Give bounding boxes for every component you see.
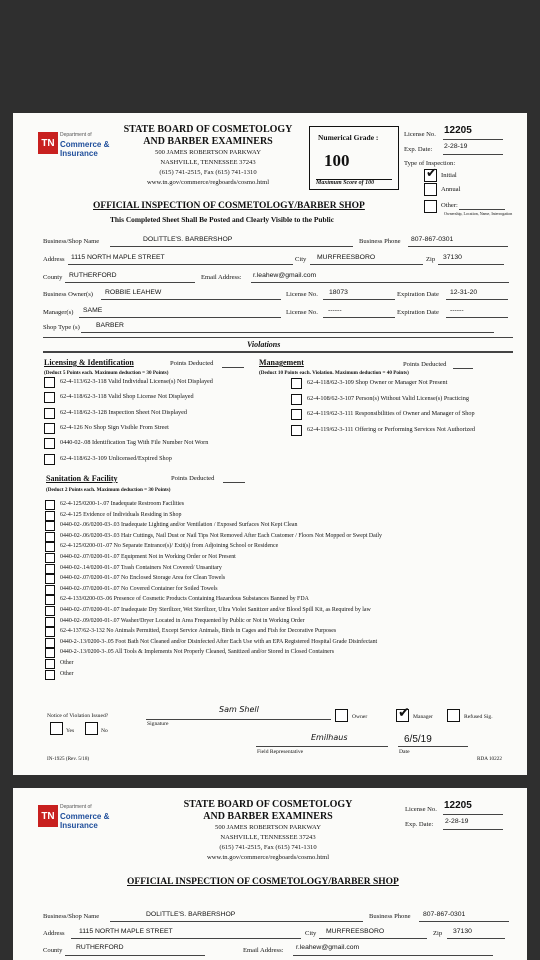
address-value: 1115 NORTH MAPLE STREET [71,254,165,261]
sanitation-item-label: 0440-02-.07/0200-01-.07 No Enclosed Storage Area for Clean Towels [60,575,226,582]
licensing-item-label: 62-4-118/62-3-128 Inspection Sheet Not Displayed [60,408,187,416]
sanitation-item-label: Other [60,660,74,666]
initial-checkbox[interactable]: ✔ [426,166,437,181]
manager-exp-value: ------ [450,307,464,314]
shop-name-value: DOLITTLE'S. BARBERSHOP [143,236,233,243]
licensing-item-label: 62-4-126 No Shop Sign Visible From Street [60,423,169,431]
sanitation-checkbox[interactable] [45,638,55,648]
owner-checkbox[interactable] [335,709,348,722]
sanitation-checkbox[interactable] [45,659,55,669]
zip-value: 37130 [453,928,472,935]
licensing-item-label: 0440-02-.08 Identification Tag With File Number Not Worn [60,439,209,447]
license-exp: 2-28-19 [445,818,469,825]
license-number: 12205 [444,125,472,136]
sanitation-item-label: 62-4-125/0200-1-.07 Inadequate Restroom Facilities [60,501,185,507]
sanitation-item-label: 0440-02-.06/0200-03-.03 Hair Cuttings, Nail Dust or Nail Tips Not Removed After Each Customer / Floors Not Mopped or Swept Daily [60,532,382,539]
sanitation-checkbox[interactable] [45,511,55,521]
grade-value: 100 [324,151,350,170]
owner-value: ROBBIE LEAHEW [105,289,162,296]
email-value: r.leahew@gmail.com [253,272,317,279]
county-value: RUTHERFORD [76,944,124,951]
sanitation-item-label: 62-4-137/62-3-132 No Animals Permitted, Except Service Animals, Birds in Cages and Fish for Decorative Purposes [60,628,337,635]
sanitation-item-label: 62-4-133/0200-03-.06 Presence of Cosmetic Products Containing Hazardous Substances Banned by FDA [60,596,309,603]
sanitation-checkbox[interactable] [45,521,55,531]
license-number: 12205 [444,800,472,811]
shop-name-value: DOLITTLE'S. BARBERSHOP [146,911,236,918]
sanitation-checkbox[interactable] [45,627,55,637]
sanitation-checkbox[interactable] [45,532,55,542]
zip-value: 37130 [443,254,462,261]
management-checkbox[interactable] [291,378,302,389]
sanitation-item-label: 0440-02-.07/0200-01-.07 Inadequate Dry Sterilizer, Wet Sterilizer, Ultra Violet Sanitizer and/or Blood Spill Kit, as Required by law [60,607,371,613]
refused-checkbox[interactable] [447,709,460,722]
owner-exp-value: 12-31-20 [450,289,478,296]
sanitation-item-label: 0440-2-.13/0200-3-.05 Foot Bath Not Cleaned and/or Disinfected After Each Use with an EPA Registered Hospital Grade Disinfectant [60,638,378,645]
city-value: MURFREESBORO [317,254,376,261]
sanitation-item-label: 0440-02-.06/0200-03-.03 Inadequate Lighting and/or Ventilation / Exposed Surfaces Not Kept Clean [60,522,298,529]
sanitation-checkbox[interactable] [45,500,55,510]
manager-value: SAME [83,307,103,314]
notice-yes-checkbox[interactable] [50,722,63,735]
tn-logo: TN [38,132,58,154]
licensing-checkbox[interactable] [44,408,55,419]
other-type-checkbox[interactable] [424,200,437,213]
phone-value: 807-867-0301 [423,911,466,918]
sanitation-checkbox[interactable] [45,617,55,627]
form-title: OFFICIAL INSPECTION OF COSMETOLOGY/BARBER SHOP [93,201,365,211]
sanitation-item-label: 0440-02-.09/0200-01-.07 Washer/Dryer Located in Area Frequented by Public or Not in Working Order [60,617,305,624]
inspection-form-page-1: TN Department of Commerce & Insurance STATE BOARD OF COSMETOLOGY AND BARBER EXAMINERS 500 JAMES ROBERTSON PARKWAY NASHVILLE, TENNESSEE 37243 (615) 741-2515, Fax (615) 741-1310 www.tn.gov/commerce/regboards/cosmo.html Numerical Grade : 100 Maximum Score of 100 License No. 12205 Exp. Date: 2-28-19 Type of Inspection: ✔ Initial Annual Other: Ownership, Location, Name, Interrogation OFFICIAL INSPECTION OF COSMETOLOGY/BARBER SHOP This Completed Sheet Shall Be Posted and Clearly Visible to the Public Business/Shop Name DOLITTLE'S. BARBERSHOP Business Phone 807-867-0301 Address 1115 NORTH MAPLE STREET City MURFREESBORO Zip 37130 County RUTHERFORD Email Address: r.leahew@gmail.com Business Owner(s) ROBBIE LEAHEW License No. 18073 Expiration Date 12-31-20 Manager(s) SAME License No. ------ Expiration Date ------ Shop Type (s) BARBER Violations Licensing & Identification Points Deducted (Deduct 5 Points each. Maximum deduction = 30 Points) 62-4-113/62-3-118 Valid Individual License(s) Not Displayed 62-4-118/62-3-118 Valid Shop License Not Displayed 62-4-118/62-3-128 Inspection Sheet Not Displayed 62-4-126 No Shop Sign Visible From Street 0440-02-.08 Identification Tag With File Number Not Worn 62-4-118/62-3-109 Unlicensed/Expired Shop Management Points Deducted (Deduct 10 Points each. Violation. Maximum deduction = 40 Points) 62-4-118/62-3-109 Shop Owner or Manager Not Present 62-4-108/62-3-107 Person(s) Without Valid License(s) Practicing 62-4-119/62-3-111 Responsibilities of Owner and Manager of Shop 62-4-119/62-3-111 Offering or Performing Services Not Authorized Sanitation & Facility Points Deducted (Deduct 2 Points each. Maximum deduction = 30 Points) 62-4-125/0200-1-.07 Inadequate Restroom Facilities 62-4-125 Evidence of Individuals Residing in Shop 0440-02-.06/0200-03-.03 Inadequate Lighting and/or Ventilation / Exposed Surfaces Not Kept Clean 0440-02-.06/0200-03-.03 Hair Cuttings, Nail Dust or Nail Tips Not Removed After Each Customer / Floors Not Mopped or Swept Daily 62-4-125/0200-01-.07 No Separate Entrance(s)/ Exit(s) from Adjoining School or Residence 0440-02-.07/0200-01-.07 Equipment Not in Working Order or Not Present 0440-02-.14/0200-01-.07 Trash Containers Not Covered/ Unsanitary 0440-02-.07/0200-01-.07 No Enclosed Storage Area for Clean Towels 0440-02-.07/0200-01-.07 No Covered Container for Soiled Towels 62-4-133/0200-03-.06 Presence of Cosmetic Products Containing Hazardous Substances Banned by FDA 0440-02-.07/0200-01-.07 Inadequate Dry Sterilizer, Wet Sterilizer, Ultra Violet Sanitizer and/or Blood Spill Kit, as Required by law 0440-02-.09/0200-01-.07 Washer/Dryer Located in Area Frequented by Public or Not in Working Order 62-4-137/62-3-132 No Animals Permitted, Except Service Animals, Birds in Cages and Fish for Decorative Purposes 0440-2-.13/0200-3-.05 Foot Bath Not Cleaned and/or Disinfected After Each Use with an EPA Registered Hospital Grade Disinfectant 0440-2-.13/0200-3-.05 All Tools & Implements Not Properly Cleaned, Sanitized and/or Stored in Closed Containers Other Other Notice of Violation Issued? Yes No Sam Shell Signature Owner ✔ Manager Refused Sig. Emilhaus Field Representative 6/5/19 Date IN-1925 (Rev. 5/18) RDA 10222 [13,113,527,775]
board-header: STATE BOARD OF COSMETOLOGY AND BARBER EXAMINERS 500 JAMES ROBERTSON PARKWAY NASHVILLE, TENNESSEE 37243 (615) 741-2515, Fax (615) 741-1310 www.tn.gov/commerce/regboards/cosmo.html [123,124,293,186]
sanitation-checkbox[interactable] [45,648,55,658]
agency-name: Department of Commerce & Insurance [60,804,110,830]
phone-value: 807-867-0301 [411,236,454,243]
county-value: RUTHERFORD [69,272,117,279]
rep-signature: Emilhaus [311,733,348,742]
sanitation-item-label: Other [60,670,74,677]
form-title: OFFICIAL INSPECTION OF COSMETOLOGY/BARBER SHOP [127,877,399,887]
licensing-checkbox[interactable] [44,377,55,388]
licensing-item-label: 62-4-118/62-3-118 Valid Shop License Not Displayed [60,393,194,401]
management-item-label: 62-4-108/62-3-107 Person(s) Without Valid License(s) Practicing [307,394,469,402]
management-checkbox[interactable] [291,409,302,420]
management-checkbox[interactable] [291,425,302,436]
sanitation-item-label: 0440-02-.07/0200-01-.07 Equipment Not in Working Order or Not Present [60,554,236,560]
licensing-checkbox[interactable] [44,454,55,465]
management-heading: Management [259,358,304,367]
licensing-item-label: 62-4-113/62-3-118 Valid Individual License(s) Not Displayed [60,378,213,385]
licensing-item-label: 62-4-118/62-3-109 Unlicensed/Expired Shop [60,454,172,462]
sanitation-checkbox[interactable] [45,564,55,574]
sanitation-checkbox[interactable] [45,606,55,616]
sanitation-item-label: 0440-02-.14/0200-01-.07 Trash Containers Not Covered/ Unsanitary [60,564,222,571]
sanitation-checkbox[interactable] [45,574,55,584]
sanitation-heading: Sanitation & Facility [46,474,118,483]
owner-signature: Sam Shell [219,705,259,714]
sanitation-checkbox[interactable] [45,542,55,552]
licensing-heading: Licensing & Identification [44,358,134,367]
sanitation-checkbox[interactable] [45,670,55,680]
notice-no-checkbox[interactable] [85,722,98,735]
form-subtitle: This Completed Sheet Shall Be Posted and Clearly Visible to the Public [110,215,334,224]
management-item-label: 62-4-119/62-3-111 Responsibilities of Owner and Manager of Shop [307,410,475,418]
management-item-label: 62-4-119/62-3-111 Offering or Performing Services Not Authorized [307,425,475,433]
board-header: STATE BOARD OF COSMETOLOGY AND BARBER EXAMINERS 500 JAMES ROBERTSON PARKWAY NASHVILLE, TENNESSEE 37243 (615) 741-2515, Fax (615) 741-1310 www.tn.gov/commerce/regboards/cosmo.html [183,799,353,861]
sanitation-checkbox[interactable] [45,553,55,563]
inspection-form-page-2: TN Department of Commerce & Insurance STATE BOARD OF COSMETOLOGY AND BARBER EXAMINERS 500 JAMES ROBERTSON PARKWAY NASHVILLE, TENNESSEE 37243 (615) 741-2515, Fax (615) 741-1310 www.tn.gov/commerce/regboards/cosmo.html License No. 12205 Exp. Date: 2-28-19 OFFICIAL INSPECTION OF COSMETOLOGY/BARBER SHOP Business/Shop Name DOLITTLE'S. BARBERSHOP Business Phone 807-867-0301 Address 1115 NORTH MAPLE STREET City MURFREESBORO Zip 37130 County RUTHERFORD Email Address: r.leahew@gmail.com [13,788,527,960]
inspection-date: 6/5/19 [404,734,432,745]
agency-name: Department of Commerce & Insurance [60,132,110,158]
address-value: 1115 NORTH MAPLE STREET [79,928,173,935]
sanitation-item-label: 62-4-125 Evidence of Individuals Residing in Shop [60,511,182,518]
shop-type-value: BARBER [96,322,124,329]
violations-heading: Violations [247,340,281,349]
numerical-grade-box: Numerical Grade : 100 Maximum Score of 100 [309,126,399,190]
sanitation-item-label: 0440-02-.07/0200-01-.07 No Covered Container for Soiled Towels [60,585,218,592]
annual-checkbox[interactable] [424,183,437,196]
manager-license-value: ------ [328,307,342,314]
email-value: r.leahew@gmail.com [296,944,360,951]
sanitation-item-label: 0440-2-.13/0200-3-.05 All Tools & Implements Not Properly Cleaned, Sanitized and/or Stored in Closed Containers [60,649,335,656]
licensing-checkbox[interactable] [44,423,55,434]
sanitation-checkbox[interactable] [45,585,55,595]
licensing-checkbox[interactable] [44,392,55,403]
owner-license-value: 18073 [329,289,348,296]
licensing-checkbox[interactable] [44,438,55,449]
city-value: MURFREESBORO [326,928,385,935]
tn-logo: TN [38,805,58,827]
management-checkbox[interactable] [291,394,302,405]
license-exp: 2-28-19 [444,143,468,150]
manager-checkbox[interactable]: ✔ [398,705,410,721]
sanitation-item-label: 62-4-125/0200-01-.07 No Separate Entrance(s)/ Exit(s) from Adjoining School or Residence [60,543,279,550]
sanitation-checkbox[interactable] [45,595,55,605]
management-item-label: 62-4-118/62-3-109 Shop Owner or Manager Not Present [307,379,448,386]
